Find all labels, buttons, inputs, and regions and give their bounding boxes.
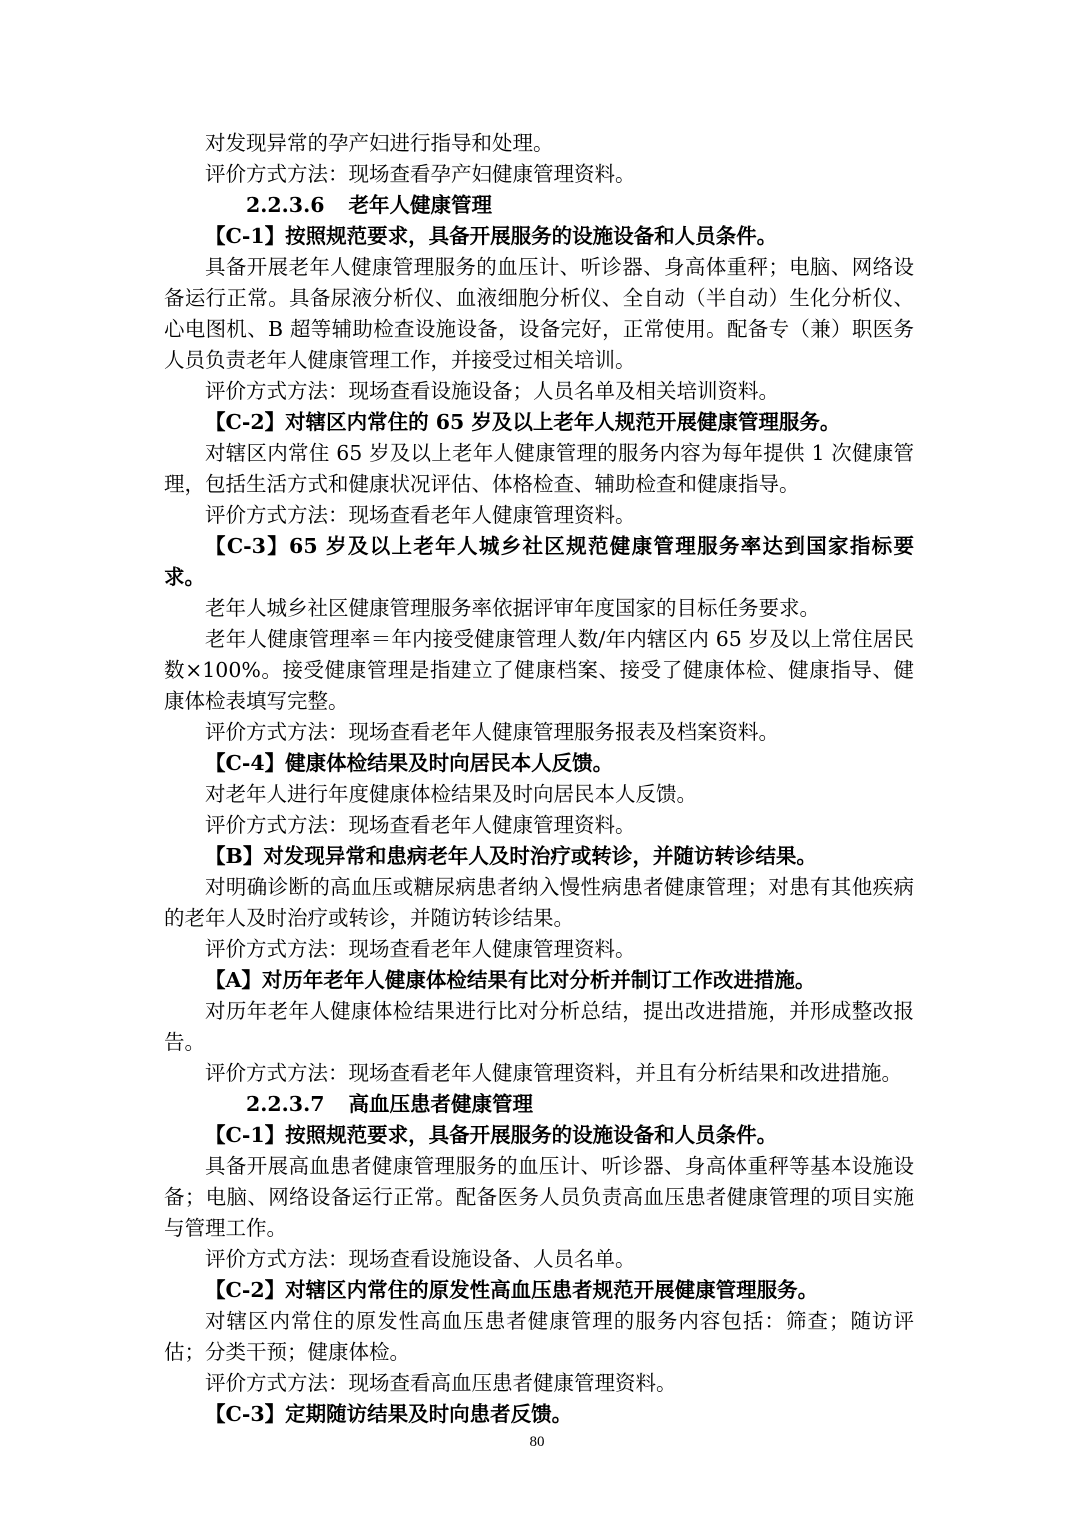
section-heading: [164, 1089, 914, 1120]
page-number: 80: [529, 1434, 545, 1450]
criterion-heading: 【C-4】健康体检结果及时向居民本人反馈。: [205, 751, 614, 775]
section-number: 2.2.3.7: [246, 1092, 325, 1116]
criterion-heading: 【C-3】65 岁及以上老年人城乡社区规范健康管理服务率达到国家指标要求。: [164, 534, 914, 589]
body-paragraph: 对历年老年人健康体检结果进行比对分析总结，提出改进措施，并形成整改报告。: [164, 999, 914, 1054]
body-paragraph: 对发现异常的孕产妇进行指导和处理。: [205, 131, 554, 155]
section-title: 老年人健康管理: [348, 193, 492, 217]
body-paragraph: 老年人城乡社区健康管理服务率依据评审年度国家的目标任务要求。: [205, 596, 820, 620]
body-paragraph: 评价方式方法：现场查看老年人健康管理资料。: [205, 813, 636, 837]
criterion-heading: 【C-1】按照规范要求，具备开展服务的设施设备和人员条件。: [205, 224, 778, 248]
document-body: [164, 128, 914, 1430]
body-paragraph: 评价方式方法：现场查看老年人健康管理资料，并且有分析结果和改进措施。: [205, 1061, 902, 1085]
criterion-heading: 【C-2】对辖区内常住的 65 岁及以上老年人规范开展健康管理服务。: [205, 410, 841, 434]
criterion-heading: 【C-3】定期随访结果及时向患者反馈。: [205, 1402, 573, 1426]
body-paragraph: 对辖区内常住 65 岁及以上老年人健康管理的服务内容为每年提供 1 次健康管理，包括生活方式和健康状况评估、体格检查、辅助检查和健康指导。: [164, 441, 914, 496]
body-paragraph: 评价方式方法：现场查看孕产妇健康管理资料。: [205, 162, 636, 186]
criterion-heading: 【B】对发现异常和患病老年人及时治疗或转诊，并随访转诊结果。: [205, 844, 817, 868]
body-paragraph: 对辖区内常住的原发性高血压患者健康管理的服务内容包括：筛查；随访评估；分类干预；健康体检。: [164, 1309, 914, 1364]
criterion-heading: 【C-1】按照规范要求，具备开展服务的设施设备和人员条件。: [205, 1123, 778, 1147]
body-paragraph: 老年人健康管理率＝年内接受健康管理人数/年内辖区内 65 岁及以上常住居民数×100%。接受健康管理是指建立了健康档案、接受了健康体检、健康指导、健康体检表填写完整。: [164, 627, 914, 713]
section-number: 2.2.3.6: [246, 193, 325, 217]
body-paragraph: 对明确诊断的高血压或糖尿病患者纳入慢性病患者健康管理；对患有其他疾病的老年人及时治疗或转诊，并随访转诊结果。: [164, 875, 914, 930]
section-heading: [164, 190, 914, 221]
section-title: 高血压患者健康管理: [348, 1092, 533, 1116]
body-paragraph: 评价方式方法：现场查看设施设备、人员名单。: [205, 1247, 636, 1271]
criterion-heading: 【A】对历年老年人健康体检结果有比对分析并制订工作改进措施。: [205, 968, 816, 992]
body-paragraph: 对老年人进行年度健康体检结果及时向居民本人反馈。: [205, 782, 697, 806]
body-paragraph: 评价方式方法：现场查看设施设备；人员名单及相关培训资料。: [205, 379, 779, 403]
body-paragraph: 评价方式方法：现场查看老年人健康管理服务报表及档案资料。: [205, 720, 779, 744]
body-paragraph: 评价方式方法：现场查看高血压患者健康管理资料。: [205, 1371, 677, 1395]
body-paragraph: 评价方式方法：现场查看老年人健康管理资料。: [205, 937, 636, 961]
body-paragraph: 具备开展老年人健康管理服务的血压计、听诊器、身高体重秤；电脑、网络设备运行正常。具备尿液分析仪、血液细胞分析仪、全自动（半自动）生化分析仪、心电图机、B 超等辅助检查设施设备，设备完好，正常使用。配备专（兼）职医务人员负责老年人健康管理工作，并接受过相关培训。: [164, 255, 914, 372]
body-paragraph: 具备开展高血患者健康管理服务的血压计、听诊器、身高体重秤等基本设施设备；电脑、网络设备运行正常。配备医务人员负责高血压患者健康管理的项目实施与管理工作。: [164, 1154, 914, 1240]
body-paragraph: 评价方式方法：现场查看老年人健康管理资料。: [205, 503, 636, 527]
criterion-heading: 【C-2】对辖区内常住的原发性高血压患者规范开展健康管理服务。: [205, 1278, 819, 1302]
